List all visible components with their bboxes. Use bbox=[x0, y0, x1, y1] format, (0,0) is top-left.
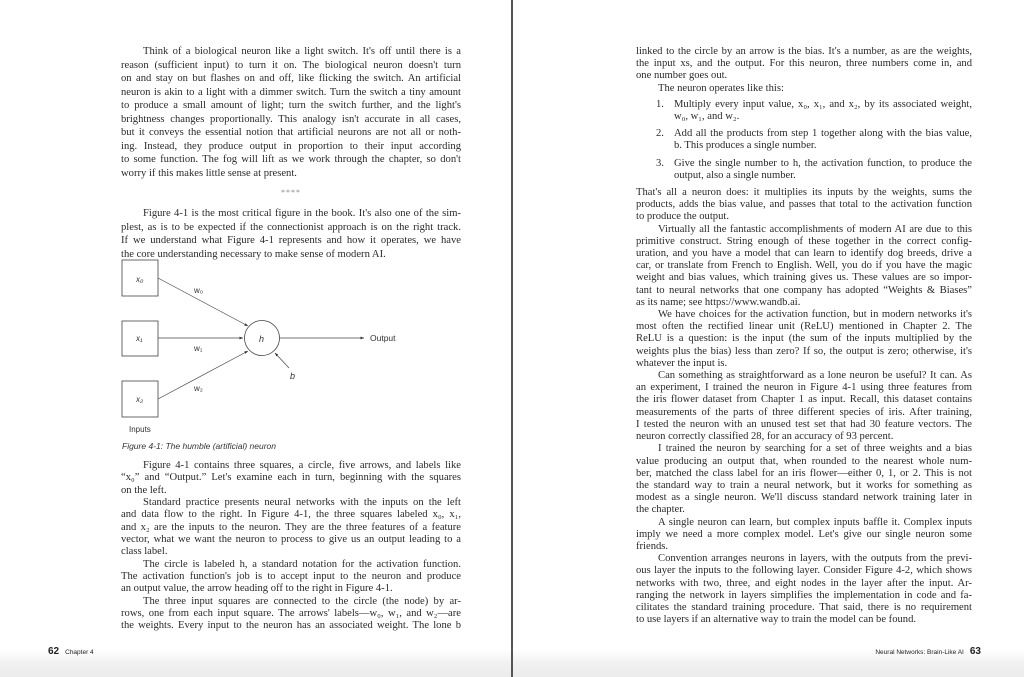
paragraph bbox=[636, 370, 972, 443]
text-line: car, or translate from French to English. Well, you do if you have the magic bbox=[636, 260, 972, 272]
text-line: products, adds the bias value, and passes that total to the activation function bbox=[636, 199, 972, 211]
list-number: 3. bbox=[656, 157, 664, 169]
right-text bbox=[636, 46, 972, 626]
text-line: worry if this makes little sense at present. bbox=[121, 167, 297, 179]
text-line: whatever the input is. bbox=[636, 357, 728, 369]
text-line: an output value, the arrow heading off to the right in Figure 4-1. bbox=[121, 583, 393, 595]
text-line: and data flow to the right. In Figure 4-1, the three squares labeled x₀, x₁, bbox=[121, 509, 461, 521]
text-line: Convention arranges neurons in layers, with the outputs from the previ- bbox=[658, 553, 972, 565]
text-line: modest as a single neuron. We'll discuss standard network training later in bbox=[636, 492, 972, 504]
text-line: We have choices for the activation function, but in modern networks it's bbox=[658, 309, 972, 321]
text-line: Add all the products from step 1 together along with the bias value, bbox=[674, 128, 972, 140]
text-line: Standard practice presents neural networks with the inputs on the left bbox=[143, 497, 461, 509]
text-line: networks with two, three, and eight nodes in the layer after the input. Ar- bbox=[636, 577, 972, 589]
running-head: Chapter 4 bbox=[65, 649, 94, 656]
left-footer bbox=[48, 641, 100, 659]
text-line: ber, matched the class label for an iris flower—either 0, 1, or 2. This is not bbox=[636, 467, 972, 479]
text-line: “x₀” and “Output.” Let's examine each in turn, beginning with the squares bbox=[121, 472, 461, 484]
text-line: Virtually all the fantastic accomplishments of modern AI are due to this bbox=[658, 223, 972, 235]
numbered-list bbox=[636, 99, 972, 182]
left-top-paragraphs bbox=[121, 45, 461, 180]
weight-label-w1: w₁ bbox=[194, 344, 203, 353]
left-page bbox=[0, 0, 511, 677]
text-line: linked to the circle by an arrow is the bias. It's a number, as are the weights, bbox=[636, 46, 972, 57]
left-top-text bbox=[121, 45, 461, 261]
paragraph bbox=[121, 45, 461, 180]
text-line: the weights. Every input to the neuron has an associated weight. The lone b bbox=[121, 620, 461, 632]
text-line: ranging the network in layers simplifies the implementation in code and fa- bbox=[636, 589, 972, 601]
paragraph bbox=[636, 187, 972, 224]
page-number: 63 bbox=[969, 646, 981, 657]
text-line: imply we need a more complex model. Let's give our single neuron some bbox=[636, 528, 972, 540]
text-line: neuron correctly classified 28, for an accuracy of 93 percent. bbox=[636, 431, 894, 443]
text-line: neuron is akin to a light with a dimmer switch. Turn the switch a tiny amount bbox=[121, 86, 461, 98]
text-line: Figure 4-1 is the most critical figure in the book. It's also one of the sim- bbox=[143, 208, 461, 219]
text-line: to produce a small amount of light; turn the switch further, and the light's bbox=[121, 100, 461, 111]
page-number: 62 bbox=[48, 646, 60, 657]
text-line: vector, what we want the neuron to process to give us an output leading to a bbox=[121, 534, 461, 546]
text-line: weight and bias values, which training gives us. These values are so impor- bbox=[636, 272, 972, 284]
text-line: plest, as is to be expected if the connectionist approach is on the right track. bbox=[121, 221, 461, 233]
text-line: uration, and you have a model that can learn to identify dog breeds, drive a bbox=[636, 248, 972, 260]
paragraph bbox=[636, 309, 972, 370]
text-line: Figure 4-1 contains three squares, a circle, five arrows, and labels like bbox=[143, 460, 461, 471]
bias-arrow bbox=[275, 353, 289, 368]
text-line: class label. bbox=[121, 546, 168, 558]
text-line: reason (sufficient input) to turn it on. The biological neuron doesn't turn bbox=[121, 59, 461, 71]
paragraph bbox=[121, 559, 461, 596]
running-head: Neural Networks: Brain-Like AI bbox=[875, 649, 964, 656]
text-line: measurements of the parts of three different species of iris. After training, bbox=[636, 406, 972, 418]
text-line: output, also a single number. bbox=[674, 169, 796, 181]
text-line: rows, one from each input square. The arrows' labels—w₀, w₁, and w₂—are bbox=[121, 608, 461, 620]
text-line: Think of a biological neuron like a light switch. It's off until there is a bbox=[143, 46, 461, 57]
text-line: on and stay on but flashes on and off, like flicking the switch. An artificial bbox=[121, 73, 461, 84]
right-footer bbox=[869, 641, 981, 659]
text-line: Give the single number to h, the activation function, to produce the bbox=[674, 157, 972, 169]
text-line: If we understand what Figure 4-1 represents and how it operates, we have bbox=[121, 235, 461, 246]
text-line: the standard way to train a neural network, but it works for something as bbox=[636, 479, 972, 491]
output-label: Output bbox=[370, 333, 396, 343]
bias-label: b bbox=[290, 371, 296, 381]
text-line: brightness changes proportionally. This analogy isn't accurate in all cases, bbox=[121, 113, 461, 125]
text-line: friends. bbox=[636, 540, 669, 552]
inputs-label: Inputs bbox=[129, 425, 151, 434]
figure-caption: Figure 4-1: The humble (artificial) neuron bbox=[122, 441, 277, 451]
paragraph bbox=[636, 224, 972, 309]
text-line: as its name; see https://www.wandb.ai. bbox=[636, 296, 801, 308]
text-line: the input xs, and the output. For this neuron, three numbers come in, and bbox=[636, 58, 972, 70]
left-mid-paragraphs bbox=[121, 207, 461, 261]
text-line: primitive construct. String enough of these together in the correct config- bbox=[636, 235, 972, 247]
list-number: 2. bbox=[656, 128, 664, 140]
text-line: cilitates the standard training procedure. That said, there is no requirement bbox=[636, 601, 972, 613]
text-line: The activation function's job is to accept input to the neuron and produce bbox=[121, 571, 461, 583]
node-label-h: h bbox=[259, 334, 265, 344]
paragraph bbox=[636, 46, 972, 83]
text-line: w₀, w₁, and w₂. bbox=[674, 111, 740, 123]
text-line: most often the rectified linear unit (ReLU) mentioned in Chapter 2. The bbox=[636, 321, 972, 333]
text-line: The three input squares are connected to the circle (the node) by ar- bbox=[143, 595, 461, 607]
text-line: I tested the neuron with an unused test set that had 30 feature vectors. The bbox=[636, 418, 972, 430]
text-line: the iris flower dataset from Chapter 1 as input. Recall, this dataset contains bbox=[636, 394, 972, 406]
paragraph bbox=[636, 553, 972, 626]
neuron-diagram bbox=[110, 255, 420, 455]
text-line: That's all a neuron does: it multiplies its inputs by the weights, sums the bbox=[636, 187, 972, 199]
weight-label-w2: w₂ bbox=[194, 384, 203, 393]
text-line: ReLU is a question: is the input (the sum of the inputs multiplied by the bbox=[636, 333, 972, 345]
text-line: an experiment, I trained the neuron in Figure 4-1 using three features from bbox=[636, 382, 972, 394]
weight-arrow-w2 bbox=[158, 351, 248, 399]
text-line: A single neuron can learn, but complex inputs baffle it. Complex inputs bbox=[658, 516, 972, 528]
text-line: Multiply every input value, x₀, x₁, and x₂, by its associated weight, bbox=[674, 98, 972, 110]
paragraph bbox=[121, 207, 461, 261]
list-number: 1. bbox=[656, 98, 664, 110]
left-bottom-paragraphs bbox=[121, 460, 461, 633]
text-line: tant to neural networks that one company has adopted “Weights & Biases” bbox=[636, 284, 972, 296]
input-label-x1: x₁ bbox=[136, 334, 143, 343]
text-line: The neuron operates like this: bbox=[658, 82, 784, 94]
text-line: Can something as straightforward as a lone neuron be useful? It can. As bbox=[658, 370, 972, 382]
text-line: The circle is labeled h, a standard notation for the activation function. bbox=[143, 558, 461, 570]
input-label-x0: x₀ bbox=[136, 275, 144, 284]
text-line: I trained the neuron by searching for a set of three weights and a bias bbox=[658, 443, 972, 455]
text-line: and x₂ are the inputs to the neuron. They are the three features of a feature bbox=[121, 521, 461, 533]
section-break: **** bbox=[281, 188, 301, 197]
text-line: b. This produces a single number. bbox=[674, 140, 817, 152]
text-line: one number goes out. bbox=[636, 70, 728, 82]
input-label-x2: x₂ bbox=[136, 395, 144, 404]
list-item bbox=[636, 99, 972, 123]
left-bottom-text bbox=[121, 460, 461, 633]
paragraph bbox=[636, 517, 972, 554]
text-line: ous layer the inputs to the following layer. Consider Figure 4-2, which shows bbox=[636, 565, 972, 577]
weight-label-w0: w₀ bbox=[194, 286, 204, 295]
paragraph bbox=[121, 596, 461, 633]
right-blocks bbox=[636, 46, 972, 626]
paragraph bbox=[636, 83, 972, 95]
paragraph bbox=[121, 497, 461, 559]
text-line: the chapter. bbox=[636, 504, 685, 516]
text-line: ing. Instead, they produce output in proportion to their input according bbox=[121, 140, 461, 152]
text-line: weights plus the bias) less than zero? If so, the output is zero; otherwise, it's bbox=[636, 345, 972, 357]
text-line: to produce the output. bbox=[636, 211, 729, 223]
text-line: to use layers if an alternative way to train the model can be found. bbox=[636, 614, 917, 626]
text-line: the core understanding necessary to make sense of modern AI. bbox=[121, 248, 386, 260]
list-item bbox=[636, 128, 972, 152]
paragraph bbox=[636, 443, 972, 516]
list-item bbox=[636, 158, 972, 182]
text-line: but it conveys the essential notion that artificial neurons are not all or noth- bbox=[121, 127, 461, 138]
right-page bbox=[513, 0, 1024, 677]
paragraph bbox=[121, 460, 461, 497]
text-line: on the left. bbox=[121, 484, 167, 496]
text-line: to some function. The fog will lift as we work through the chapter, so don't bbox=[121, 154, 461, 165]
text-line: value producing an output that, when rounded to the nearest whole num- bbox=[636, 455, 972, 467]
